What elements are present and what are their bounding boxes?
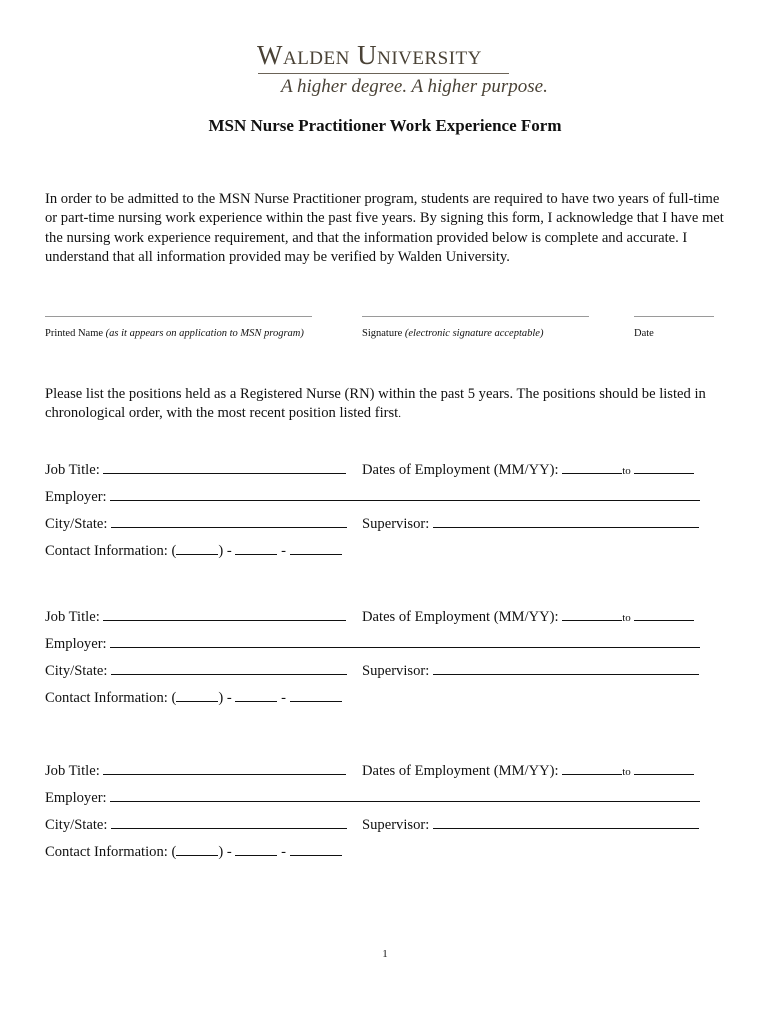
job-title-field-2 xyxy=(45,608,346,626)
contact-label: Contact Information: xyxy=(45,543,168,559)
university-logo-tagline: A higher degree. A higher purpose. xyxy=(281,76,548,97)
city-state-field-3 xyxy=(45,816,347,834)
contact-field-3 xyxy=(45,843,342,861)
job-title-label: Job Title: xyxy=(45,763,100,779)
end-date-input[interactable] xyxy=(634,608,694,621)
city-state-input[interactable] xyxy=(111,816,347,829)
phone-line-input[interactable] xyxy=(290,542,342,555)
date-label: Date xyxy=(634,328,654,339)
phone-prefix-input[interactable] xyxy=(235,843,277,856)
supervisor-label: Supervisor: xyxy=(362,663,430,679)
job-title-field-3 xyxy=(45,762,346,780)
supervisor-label: Supervisor: xyxy=(362,516,430,532)
paren-close: ) xyxy=(218,690,224,706)
supervisor-label: Supervisor: xyxy=(362,817,430,833)
phone-line-input[interactable] xyxy=(290,689,342,702)
intro-paragraph: In order to be admitted to the MSN Nurse Practitioner program, students are required to have two years of full-time or part-time nursing work experience within the past five years. By signing this form, I acknowledge that I have met the nursing work experience requirement, and that the information provided below is complete and accurate. I understand that all information provided may be verified by Walden University. xyxy=(45,191,724,265)
city-state-input[interactable] xyxy=(111,662,347,675)
supervisor-input[interactable] xyxy=(433,662,699,675)
area-code-input[interactable] xyxy=(176,542,218,555)
start-date-input[interactable] xyxy=(562,461,622,474)
city-state-label: City/State: xyxy=(45,516,108,532)
signature-note: (electronic signature acceptable) xyxy=(404,328,544,339)
dates-label: Dates of Employment (MM/YY): xyxy=(362,462,559,478)
employer-label: Employer: xyxy=(45,489,107,505)
to-label: to xyxy=(622,465,631,477)
dash: - xyxy=(281,543,286,559)
job-title-input[interactable] xyxy=(103,461,346,474)
employer-label: Employer: xyxy=(45,790,107,806)
end-date-input[interactable] xyxy=(634,461,694,474)
dates-label: Dates of Employment (MM/YY): xyxy=(362,609,559,625)
employer-input[interactable] xyxy=(110,789,700,802)
phone-prefix-input[interactable] xyxy=(235,689,277,702)
area-code-input[interactable] xyxy=(176,689,218,702)
employer-input[interactable] xyxy=(110,488,700,501)
start-date-input[interactable] xyxy=(562,762,622,775)
city-state-field-1 xyxy=(45,515,347,533)
employer-field-1 xyxy=(45,488,700,506)
supervisor-input[interactable] xyxy=(433,816,699,829)
positions-instructions xyxy=(45,385,735,423)
paren-close: ) xyxy=(218,844,224,860)
job-title-field-1 xyxy=(45,461,346,479)
to-label: to xyxy=(622,766,631,778)
dash: - xyxy=(226,690,232,706)
signature-caption xyxy=(362,328,543,339)
to-label: to xyxy=(622,612,631,624)
employer-field-2 xyxy=(45,635,700,653)
supervisor-field-2 xyxy=(362,662,699,680)
supervisor-input[interactable] xyxy=(433,515,699,528)
positions-instructions-period: . xyxy=(398,407,401,420)
dates-field-2 xyxy=(362,608,694,627)
form-title: MSN Nurse Practitioner Work Experience Form xyxy=(208,116,562,135)
dash: - xyxy=(281,844,286,860)
phone-prefix-input[interactable] xyxy=(235,542,277,555)
printed-name-note: (as it appears on application to MSN program) xyxy=(105,328,304,339)
job-title-label: Job Title: xyxy=(45,609,100,625)
printed-name-label: Printed Name xyxy=(45,328,104,339)
paren-open: ( xyxy=(171,543,177,559)
area-code-input[interactable] xyxy=(176,843,218,856)
dash: - xyxy=(226,543,232,559)
city-state-label: City/State: xyxy=(45,663,108,679)
dates-field-3 xyxy=(362,762,694,781)
start-date-input[interactable] xyxy=(562,608,622,621)
paren-open: ( xyxy=(171,690,177,706)
dates-label: Dates of Employment (MM/YY): xyxy=(362,763,559,779)
paren-close: ) xyxy=(218,543,224,559)
signature-line[interactable] xyxy=(362,316,589,317)
positions-instructions-text: Please list the positions held as a Registered Nurse (RN) within the past 5 years. The positions should be listed in chronological order, with the most recent position listed first xyxy=(45,386,706,421)
dash: - xyxy=(281,690,286,706)
signature-label: Signature xyxy=(362,328,403,339)
employer-label: Employer: xyxy=(45,636,107,652)
university-logo-name: Walden University xyxy=(257,40,482,70)
city-state-field-2 xyxy=(45,662,347,680)
contact-label: Contact Information: xyxy=(45,690,168,706)
logo-divider xyxy=(258,73,509,74)
end-date-input[interactable] xyxy=(634,762,694,775)
city-state-label: City/State: xyxy=(45,817,108,833)
printed-name-caption xyxy=(45,328,304,339)
job-title-input[interactable] xyxy=(103,608,346,621)
job-title-input[interactable] xyxy=(103,762,346,775)
employer-field-3 xyxy=(45,789,700,807)
supervisor-field-3 xyxy=(362,816,699,834)
phone-line-input[interactable] xyxy=(290,843,342,856)
contact-field-1 xyxy=(45,542,342,560)
printed-name-line[interactable] xyxy=(45,316,312,317)
dates-field-1 xyxy=(362,461,694,480)
dash: - xyxy=(226,844,232,860)
page-number: 1 xyxy=(382,948,388,960)
contact-label: Contact Information: xyxy=(45,844,168,860)
contact-field-2 xyxy=(45,689,342,707)
supervisor-field-1 xyxy=(362,515,699,533)
employer-input[interactable] xyxy=(110,635,700,648)
city-state-input[interactable] xyxy=(111,515,347,528)
paren-open: ( xyxy=(171,844,177,860)
job-title-label: Job Title: xyxy=(45,462,100,478)
date-line[interactable] xyxy=(634,316,714,317)
